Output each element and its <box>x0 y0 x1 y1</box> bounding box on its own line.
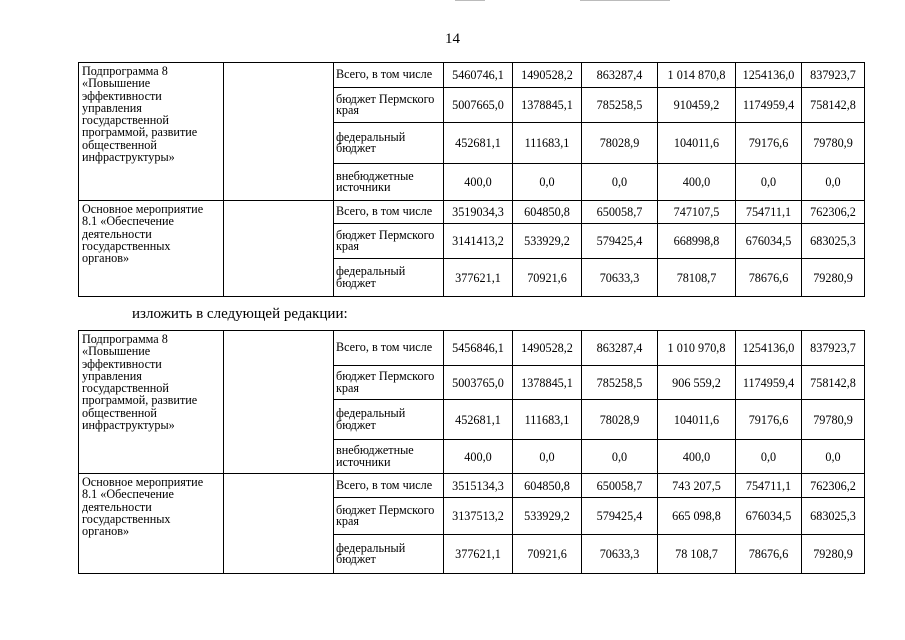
activity-name-cell: Основное мероприятие 8.1 «Обеспечение деятельности государственных органов» <box>79 201 224 297</box>
amount-cell: 0,0 <box>802 440 865 474</box>
amount-cell: 863287,4 <box>582 331 658 366</box>
amount-cell: 650058,7 <box>582 201 658 224</box>
amount-cell: 78 108,7 <box>658 535 736 574</box>
funding-source-cell: бюджет Пермского края <box>334 498 444 535</box>
amount-cell: 665 098,8 <box>658 498 736 535</box>
amount-cell: 104011,6 <box>658 400 736 440</box>
amount-cell: 400,0 <box>444 164 513 201</box>
empty-cell <box>224 331 334 474</box>
amount-cell: 762306,2 <box>802 201 865 224</box>
table-row <box>79 63 865 88</box>
amount-cell: 3515134,3 <box>444 474 513 498</box>
amount-cell: 5007665,0 <box>444 88 513 123</box>
amount-cell: 400,0 <box>658 164 736 201</box>
amount-cell: 1490528,2 <box>513 331 582 366</box>
amount-cell: 754711,1 <box>736 201 802 224</box>
amount-cell: 1 010 970,8 <box>658 331 736 366</box>
amount-cell: 79280,9 <box>802 259 865 297</box>
funding-source-cell: бюджет Пермского края <box>334 366 444 400</box>
amount-cell: 5460746,1 <box>444 63 513 88</box>
amount-cell: 1174959,4 <box>736 88 802 123</box>
amount-cell: 1254136,0 <box>736 331 802 366</box>
amount-cell: 579425,4 <box>582 224 658 259</box>
amount-cell: 0,0 <box>582 440 658 474</box>
amount-cell: 579425,4 <box>582 498 658 535</box>
amount-cell: 910459,2 <box>658 88 736 123</box>
amount-cell: 676034,5 <box>736 224 802 259</box>
amount-cell: 79176,6 <box>736 123 802 164</box>
amount-cell: 785258,5 <box>582 366 658 400</box>
empty-cell <box>224 201 334 297</box>
funding-source-cell: бюджет Пермского края <box>334 88 444 123</box>
amount-cell: 111683,1 <box>513 400 582 440</box>
amount-cell: 683025,3 <box>802 224 865 259</box>
amount-cell: 70921,6 <box>513 535 582 574</box>
funding-source-cell: федеральный бюджет <box>334 400 444 440</box>
empty-cell <box>224 474 334 574</box>
amount-cell: 604850,8 <box>513 474 582 498</box>
amount-cell: 78028,9 <box>582 123 658 164</box>
amount-cell: 1174959,4 <box>736 366 802 400</box>
amount-cell: 70633,3 <box>582 535 658 574</box>
activity-name-cell: Основное мероприятие 8.1 «Обеспечение деятельности государственных органов» <box>79 474 224 574</box>
funding-source-cell: федеральный бюджет <box>334 535 444 574</box>
amount-cell: 758142,8 <box>802 88 865 123</box>
amount-cell: 1490528,2 <box>513 63 582 88</box>
amount-cell: 0,0 <box>736 440 802 474</box>
amount-cell: 452681,1 <box>444 400 513 440</box>
amount-cell: 533929,2 <box>513 224 582 259</box>
subprogram-name-cell: Подпрограмма 8 «Повышение эффективности управления государственной программой, развитие общественной инфраструктуры» <box>79 331 224 474</box>
amount-cell: 762306,2 <box>802 474 865 498</box>
amount-cell: 0,0 <box>802 164 865 201</box>
amount-cell: 3137513,2 <box>444 498 513 535</box>
amount-cell: 0,0 <box>513 440 582 474</box>
funding-source-cell: Всего, в том числе <box>334 474 444 498</box>
table-row <box>79 474 865 498</box>
funding-source-cell: внебюджетные источники <box>334 164 444 201</box>
amount-cell: 863287,4 <box>582 63 658 88</box>
amount-cell: 650058,7 <box>582 474 658 498</box>
amount-cell: 1254136,0 <box>736 63 802 88</box>
amount-cell: 3519034,3 <box>444 201 513 224</box>
amount-cell: 754711,1 <box>736 474 802 498</box>
page-number: 14 <box>445 31 460 47</box>
amount-cell: 111683,1 <box>513 123 582 164</box>
amount-cell: 668998,8 <box>658 224 736 259</box>
funding-source-cell: Всего, в том числе <box>334 63 444 88</box>
top-edge-mark-right <box>580 0 670 1</box>
amount-cell: 70633,3 <box>582 259 658 297</box>
amount-cell: 747107,5 <box>658 201 736 224</box>
amount-cell: 78108,7 <box>658 259 736 297</box>
amount-cell: 604850,8 <box>513 201 582 224</box>
subprogram-name-cell: Подпрограмма 8 «Повышение эффективности управления государственной программой, развитие общественной инфраструктуры» <box>79 63 224 201</box>
table-row <box>79 201 865 224</box>
budget-table-current <box>78 62 865 297</box>
funding-source-cell: внебюджетные источники <box>334 440 444 474</box>
amount-cell: 452681,1 <box>444 123 513 164</box>
table-row <box>79 331 865 366</box>
top-edge-mark-left <box>455 0 485 1</box>
amount-cell: 0,0 <box>513 164 582 201</box>
amount-cell: 79280,9 <box>802 535 865 574</box>
amount-cell: 0,0 <box>736 164 802 201</box>
funding-source-cell: федеральный бюджет <box>334 259 444 297</box>
amount-cell: 676034,5 <box>736 498 802 535</box>
empty-cell <box>224 63 334 201</box>
amount-cell: 1 014 870,8 <box>658 63 736 88</box>
amount-cell: 78676,6 <box>736 535 802 574</box>
amendment-instruction: изложить в следующей редакции: <box>132 306 348 322</box>
amount-cell: 400,0 <box>658 440 736 474</box>
funding-source-cell: Всего, в том числе <box>334 331 444 366</box>
budget-table-revised <box>78 330 865 574</box>
funding-source-cell: Всего, в том числе <box>334 201 444 224</box>
amount-cell: 5456846,1 <box>444 331 513 366</box>
funding-source-cell: федеральный бюджет <box>334 123 444 164</box>
amount-cell: 79780,9 <box>802 400 865 440</box>
amount-cell: 837923,7 <box>802 63 865 88</box>
amount-cell: 0,0 <box>582 164 658 201</box>
amount-cell: 1378845,1 <box>513 366 582 400</box>
funding-source-cell: бюджет Пермского края <box>334 224 444 259</box>
amount-cell: 533929,2 <box>513 498 582 535</box>
amount-cell: 837923,7 <box>802 331 865 366</box>
amount-cell: 758142,8 <box>802 366 865 400</box>
amount-cell: 3141413,2 <box>444 224 513 259</box>
amount-cell: 78676,6 <box>736 259 802 297</box>
amount-cell: 79780,9 <box>802 123 865 164</box>
amount-cell: 5003765,0 <box>444 366 513 400</box>
amount-cell: 104011,6 <box>658 123 736 164</box>
amount-cell: 377621,1 <box>444 535 513 574</box>
amount-cell: 78028,9 <box>582 400 658 440</box>
amount-cell: 906 559,2 <box>658 366 736 400</box>
amount-cell: 743 207,5 <box>658 474 736 498</box>
amount-cell: 79176,6 <box>736 400 802 440</box>
amount-cell: 70921,6 <box>513 259 582 297</box>
amount-cell: 1378845,1 <box>513 88 582 123</box>
amount-cell: 785258,5 <box>582 88 658 123</box>
amount-cell: 377621,1 <box>444 259 513 297</box>
amount-cell: 683025,3 <box>802 498 865 535</box>
amount-cell: 400,0 <box>444 440 513 474</box>
